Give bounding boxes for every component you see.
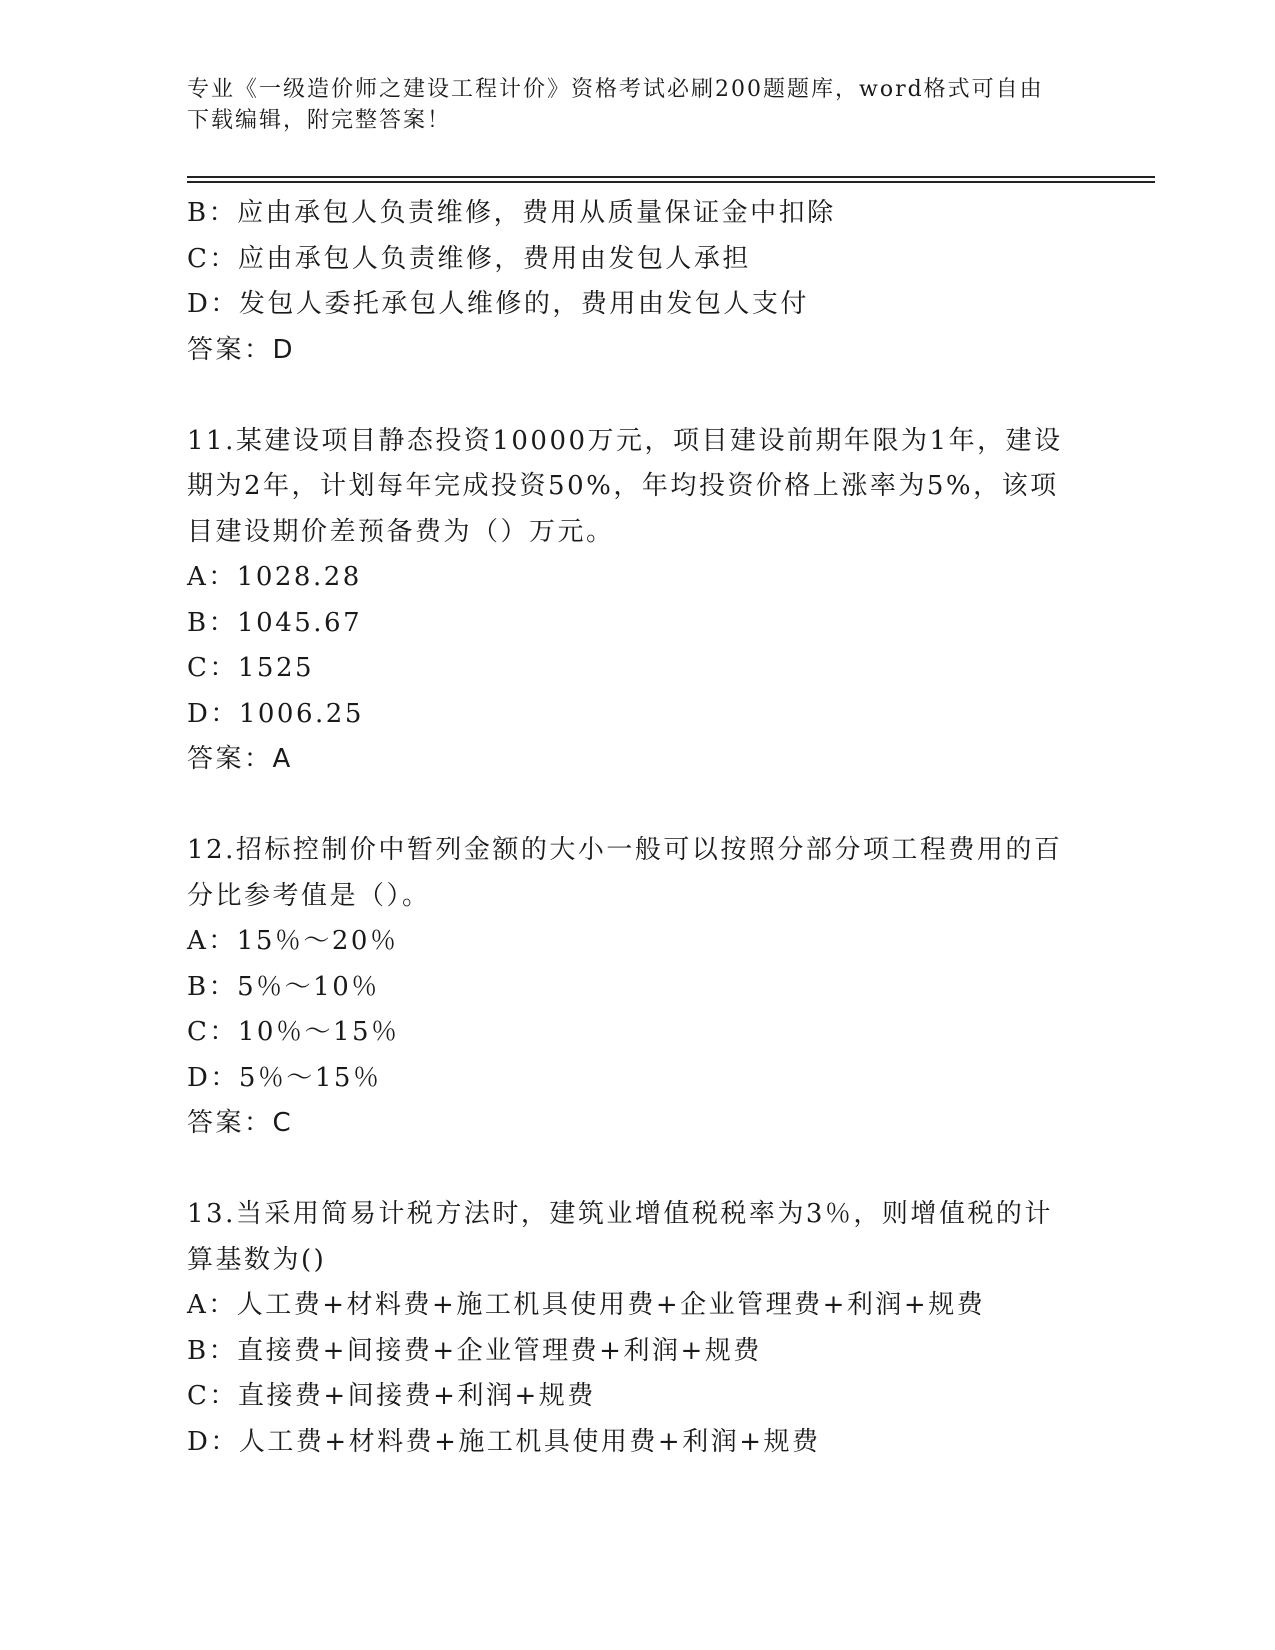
option-c: C：直接费+间接费+利润+规费: [187, 1381, 596, 1411]
option-d: D：发包人委托承包人维修的，费用由发包人支付: [187, 289, 809, 319]
option-c: C：应由承包人负责维修，费用由发包人承担: [187, 243, 751, 274]
question-stem-line: 12.招标控制价中暂列金额的大小一般可以按照分部分项工程费用的百: [187, 835, 1063, 865]
option-a: A：人工费+材料费+施工机具使用费+企业管理费+利润+规费: [187, 1290, 986, 1320]
spacer: [187, 1147, 1087, 1193]
answer-line: 答案：D: [187, 334, 296, 365]
header-rule-bottom: [187, 181, 1155, 183]
question-12: [187, 828, 1087, 1147]
question-13: [187, 1192, 1087, 1465]
option-d: D：人工费+材料费+施工机具使用费+利润+规费: [187, 1426, 821, 1457]
header-line-2: 下载编辑，附完整答案！: [187, 108, 452, 133]
document-header: [187, 74, 1087, 136]
option-b: B：5％～10％: [187, 971, 380, 1002]
document-body: [187, 191, 1087, 1465]
spacer: [187, 783, 1087, 829]
question-11: [187, 419, 1087, 783]
answer-line: 答案：C: [187, 1108, 294, 1138]
question-stem-line: 目建设期价差预备费为（）万元。: [187, 516, 615, 547]
question-stem-line: 分比参考值是（）。: [187, 880, 431, 911]
question-stem-line: 算基数为(): [187, 1244, 327, 1275]
option-b: B：直接费+间接费+企业管理费+利润+规费: [187, 1335, 762, 1366]
option-b: B：1045.67: [187, 607, 363, 638]
option-a: A：15％～20％: [187, 926, 399, 956]
header-rule-top: [187, 176, 1155, 178]
question-stem-line: 11.某建设项目静态投资10000万元，项目建设前期年限为1年，建设: [187, 425, 1063, 456]
option-c: C：1525: [187, 653, 315, 683]
option-c: C：10％～15％: [187, 1017, 400, 1047]
question-stem-line: 13.当采用简易计税方法时，建筑业增值税税率为3％，则增值税的计: [187, 1199, 1053, 1229]
option-a: A：1028.28: [187, 562, 362, 592]
answer-line: 答案：A: [187, 744, 293, 774]
question-stem-line: 期为2年，计划每年完成投资50%，年均投资价格上涨率为5%，该项: [187, 471, 1059, 501]
spacer: [187, 373, 1087, 419]
header-line-1: 专业《一级造价师之建设工程计价》资格考试必刷200题题库，word格式可自由: [187, 77, 1044, 102]
option-b: B：应由承包人负责维修，费用从质量保证金中扣除: [187, 198, 836, 228]
option-d: D：5％～15％: [187, 1062, 382, 1093]
question-10-continued: [187, 191, 1087, 373]
option-d: D：1006.25: [187, 698, 364, 729]
